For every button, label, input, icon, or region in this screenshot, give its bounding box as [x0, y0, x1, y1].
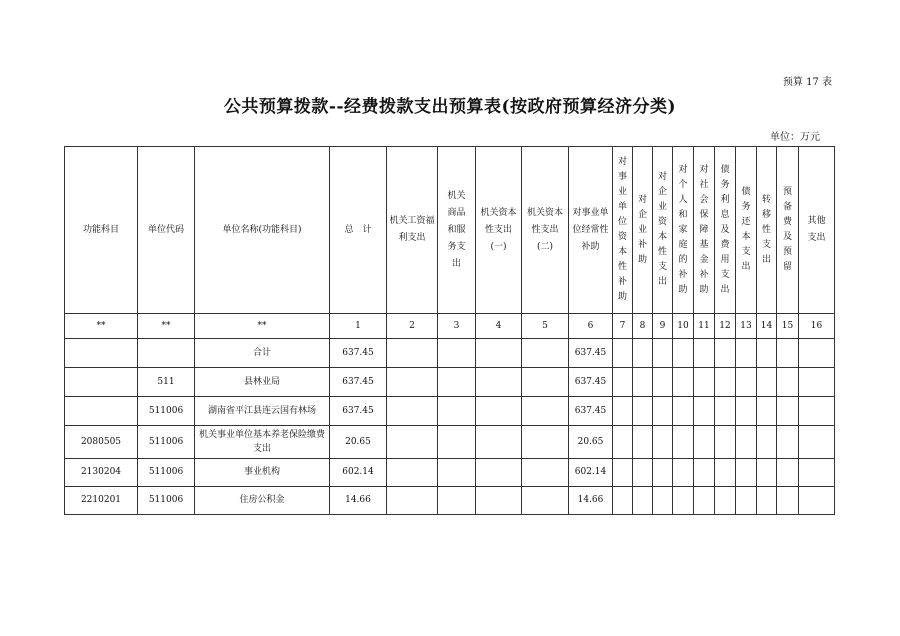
- table-row: [65, 368, 835, 397]
- unit-code-cell: [138, 339, 195, 368]
- index-cell: 16: [799, 314, 835, 339]
- name-cell: 住房公积金: [195, 487, 330, 515]
- operating-subsidy-cell: 602.14: [569, 459, 613, 487]
- index-cell: 3: [438, 314, 476, 339]
- col-header: 对企业资本性支出: [653, 147, 673, 314]
- col-header: 总 计: [330, 147, 387, 314]
- col-header: 对社会保障基金补助: [694, 147, 715, 314]
- name-cell: 合计: [195, 339, 330, 368]
- index-cell: 8: [633, 314, 653, 339]
- col-header: 单位代码: [138, 147, 195, 314]
- col-header: 其他支出: [799, 147, 835, 314]
- index-cell: 4: [476, 314, 522, 339]
- col-header: 对企业补助: [633, 147, 653, 314]
- index-cell: 7: [613, 314, 633, 339]
- name-cell: 机关事业单位基本养老保险缴费支出: [195, 426, 330, 459]
- col-header: 机关资本性支出(一): [476, 147, 522, 314]
- col-header: 预备费及预留: [777, 147, 799, 314]
- index-cell: 2: [387, 314, 438, 339]
- index-cell: 12: [715, 314, 736, 339]
- operating-subsidy-cell: 637.45: [569, 397, 613, 426]
- budget-table: [64, 146, 835, 515]
- col-header: 机关商品和服务支出: [438, 147, 476, 314]
- total-cell: 602.14: [330, 459, 387, 487]
- header-row: [65, 147, 835, 314]
- index-cell: 5: [522, 314, 569, 339]
- operating-subsidy-cell: 637.45: [569, 368, 613, 397]
- code-cell: 2210201: [65, 487, 138, 515]
- index-cell: **: [195, 314, 330, 339]
- index-row: [65, 314, 835, 339]
- index-cell: 9: [653, 314, 673, 339]
- total-cell: 637.45: [330, 368, 387, 397]
- total-cell: 637.45: [330, 397, 387, 426]
- operating-subsidy-cell: 20.65: [569, 426, 613, 459]
- col-header: 机关资本性支出(二): [522, 147, 569, 314]
- code-cell: [65, 397, 138, 426]
- total-cell: 20.65: [330, 426, 387, 459]
- col-header: 转移性支出: [757, 147, 777, 314]
- table-row: [65, 339, 835, 368]
- index-cell: 1: [330, 314, 387, 339]
- col-header: 功能科目: [65, 147, 138, 314]
- code-cell: [65, 339, 138, 368]
- unit-code-cell: 511006: [138, 459, 195, 487]
- page-title: 公共预算拨款--经费拨款支出预算表(按政府预算经济分类): [223, 97, 677, 117]
- col-header: 机关工资福利支出: [387, 147, 438, 314]
- table-row: [65, 397, 835, 426]
- index-cell: 10: [673, 314, 694, 339]
- operating-subsidy-cell: 14.66: [569, 487, 613, 515]
- code-cell: 2130204: [65, 459, 138, 487]
- name-cell: 县林业局: [195, 368, 330, 397]
- col-header: 对事业单位资本性补助: [613, 147, 633, 314]
- col-header: 单位名称(功能科目): [195, 147, 330, 314]
- col-header: 对个人和家庭的补助: [673, 147, 694, 314]
- unit-code-cell: 511006: [138, 397, 195, 426]
- unit-code-cell: 511006: [138, 426, 195, 459]
- code-cell: 2080505: [65, 426, 138, 459]
- operating-subsidy-cell: 637.45: [569, 339, 613, 368]
- table-row: [65, 426, 835, 459]
- index-cell: 11: [694, 314, 715, 339]
- index-cell: **: [138, 314, 195, 339]
- col-header: 债务还本支出: [736, 147, 757, 314]
- index-cell: **: [65, 314, 138, 339]
- unit-label: 单位：万元: [770, 132, 820, 143]
- index-cell: 13: [736, 314, 757, 339]
- unit-code-cell: 511: [138, 368, 195, 397]
- index-cell: 14: [757, 314, 777, 339]
- total-cell: 637.45: [330, 339, 387, 368]
- table-row: [65, 487, 835, 515]
- unit-code-cell: 511006: [138, 487, 195, 515]
- form-number: 预算 17 表: [782, 77, 832, 88]
- code-cell: [65, 368, 138, 397]
- name-cell: 事业机构: [195, 459, 330, 487]
- col-header: 对事业单位经常性补助: [569, 147, 613, 314]
- col-header: 债务利息及费用支出: [715, 147, 736, 314]
- index-cell: 15: [777, 314, 799, 339]
- index-cell: 6: [569, 314, 613, 339]
- total-cell: 14.66: [330, 487, 387, 515]
- table-row: [65, 459, 835, 487]
- name-cell: 湖南省平江县连云国有林场: [195, 397, 330, 426]
